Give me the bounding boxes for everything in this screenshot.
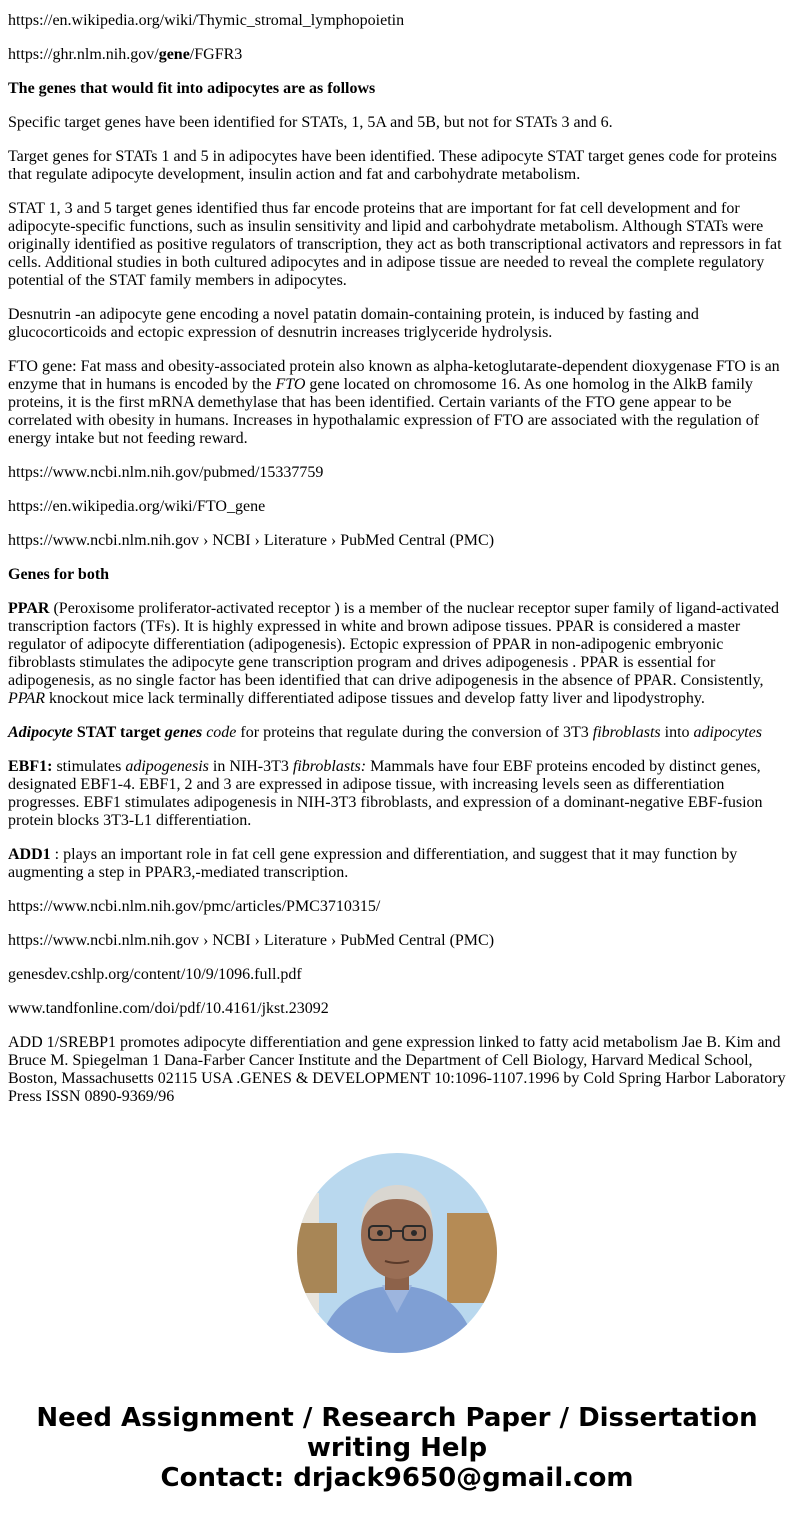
genes-for-both-heading — [8, 566, 786, 584]
link-pmc-article[interactable]: https://www.ncbi.nlm.nih.gov/pmc/articles/PMC3710315/ — [8, 898, 381, 915]
cta-banner — [0, 1403, 794, 1493]
ppar-text-b: knockout mice lack terminally differentiated adipose tissues and develop fatty liver and lipodystrophy. — [45, 690, 705, 707]
genes-bold-italic: genes — [164, 724, 203, 741]
fto-text-b: gene located on chromosome 16. As one homolog in the AlkB family proteins, it is the first mRNA demethylase that has been identified. Certain variants of the FTO gene appear to be correlated with obesity in humans. Increases in hypothalamic expression of FTO are associated with the regulation of energy intake but not feeding reward. — [8, 376, 760, 447]
stat-target-bold: STAT target — [72, 724, 165, 741]
add1-text: : plays an important role in fat cell gene expression and differentiation, and suggest that it may function by augmenting a step in PPAR3,-mediated transcription. — [8, 846, 738, 881]
link-tandfonline[interactable]: www.tandfonline.com/doi/pdf/10.4161/jkst.23092 — [8, 1000, 329, 1017]
add1-paragraph — [8, 846, 786, 882]
adipocyte-bold-italic: Adipocyte — [8, 724, 73, 741]
desnutrin-paragraph: Desnutrin -an adipocyte gene encoding a novel patatin domain-containing protein, is induced by fasting and glucocorticoids and ectopic expression of desnutrin increases triglyceride hydrolysis. — [8, 306, 699, 341]
link-ghr-fgfr3[interactable] — [8, 46, 786, 64]
link-pubmed[interactable]: https://www.ncbi.nlm.nih.gov/pubmed/15337759 — [8, 464, 324, 481]
ebf1-italic-1: adipogenesis — [125, 758, 209, 775]
stat-target-line — [8, 724, 786, 742]
stat-targets-paragraph: Specific target genes have been identified for STATs, 1, 5A and 5B, but not for STATs 3 and 6. — [8, 114, 613, 131]
adipocyte-genes-heading-text: The genes that would fit into adipocytes are as follows — [8, 80, 376, 97]
add1-bold: ADD1 — [8, 846, 51, 863]
ppar-bold: PPAR — [8, 600, 50, 617]
link-ghr-suffix: /FGFR3 — [189, 46, 243, 63]
ebf1-text-3: Mammals have four EBF proteins encoded by distinct genes, designated EBF1-4. EBF1, 2 and 3 are expressed in adipose tissue, with increasing levels seen as differentiation progresses. EBF1 stimulates adipogenesis in NIH-3T3 fibroblasts, and expression of a dominant-negative EBF-fusion protein blocks 3T3-L1 differentiation. — [8, 758, 763, 829]
code-italic: code — [206, 724, 237, 741]
fto-italic: FTO — [275, 376, 306, 393]
link-wikipedia-tslp[interactable]: https://en.wikipedia.org/wiki/Thymic_stromal_lymphopoietin — [8, 12, 405, 29]
adipocyte-genes-heading — [8, 80, 786, 98]
ebf1-bold: EBF1: — [8, 758, 53, 775]
avatar-photo — [297, 1153, 497, 1353]
fto-paragraph — [8, 358, 786, 448]
adipocytes-italic: adipocytes — [693, 724, 762, 741]
document-body — [8, 0, 786, 1122]
link-ghr-bold: gene — [158, 46, 190, 63]
link-wikipedia-fto[interactable]: https://en.wikipedia.org/wiki/FTO_gene — [8, 498, 266, 515]
cta-line-2: writing Help — [306, 1433, 488, 1463]
ppar-italic: PPAR — [8, 690, 46, 707]
ppar-text-a: (Peroxisome proliferator-activated receptor ) is a member of the nuclear receptor super family of ligand-activated transcription factors (TFs). It is highly expressed in white and brown adipose tissues. PPAR is considered a master regulator of adipocyte differentiation (adipogenesis). Ectopic expression of PPAR in non-adipogenic embryonic fibroblasts stimulates the adipocyte gene transcription program and drives adipogenesis . PPAR is essential for adipogenesis, as no single factor has been identified that can drive adipogenesis in the absence of PPAR. Consistently, — [8, 600, 780, 689]
ebf1-text-2: in NIH-3T3 — [208, 758, 293, 775]
citation-paragraph: ADD 1/SREBP1 promotes adipocyte differentiation and gene expression linked to fatty acid metabolism Jae B. Kim and Bruce M. Spiegelman 1 Dana-Farber Cancer Institute and the Department of Cell Biology, Harvard Medical School, Boston, Massachusetts 02115 USA .GENES & DEVELOPMENT 10:1096-1107.1996 by Cold Spring Harbor Laboratory Press ISSN 0890-9369/96 — [8, 1034, 786, 1105]
link-ncbi-pmc-2[interactable]: https://www.ncbi.nlm.nih.gov › NCBI › Literature › PubMed Central (PMC) — [8, 932, 495, 949]
ppar-paragraph — [8, 600, 786, 708]
ebf1-paragraph — [8, 758, 786, 830]
avatar — [297, 1153, 497, 1353]
stat-1-5-paragraph: Target genes for STATs 1 and 5 in adipocytes have been identified. These adipocyte STAT target genes code for proteins that regulate adipocyte development, insulin action and fat and carbohydrate metabolism. — [8, 148, 777, 183]
ebf1-italic-2: fibroblasts: — [292, 758, 367, 775]
cta-line-1: Need Assignment / Research Paper / Dissertation — [36, 1403, 758, 1433]
fto-text-a: FTO gene: Fat mass and obesity-associated protein also known as alpha-ketoglutarate-dependent dioxygenase FTO is an enzyme that in humans is encoded by the — [8, 358, 780, 393]
ebf1-text-1: stimulates — [52, 758, 126, 775]
link-ghr-prefix: https://ghr.nlm.nih.gov/ — [8, 46, 159, 63]
stat-text-1: for proteins that regulate during the conversion of 3T3 — [236, 724, 593, 741]
link-genesdev[interactable]: genesdev.cshlp.org/content/10/9/1096.full.pdf — [8, 966, 302, 983]
stat-text-2: into — [660, 724, 694, 741]
link-ncbi-pmc[interactable]: https://www.ncbi.nlm.nih.gov › NCBI › Literature › PubMed Central (PMC) — [8, 532, 495, 549]
genes-for-both-heading-text: Genes for both — [8, 566, 110, 583]
cta-contact[interactable]: Contact: drjack9650@gmail.com — [160, 1463, 634, 1493]
fibroblasts-italic: fibroblasts — [592, 724, 661, 741]
stat-1-3-5-paragraph: STAT 1, 3 and 5 target genes identified thus far encode proteins that are important for fat cell development and for adipocyte-specific functions, such as insulin sensitivity and lipid and carbohydrate metabolism. Although STATs were originally identified as positive regulators of transcription, they act as both transcriptional activators and repressors in fat cells. Additional studies in both cultured adipocytes and in adipose tissue are needed to reveal the complete regulatory potential of the STAT family members in adipocytes. — [8, 200, 782, 289]
